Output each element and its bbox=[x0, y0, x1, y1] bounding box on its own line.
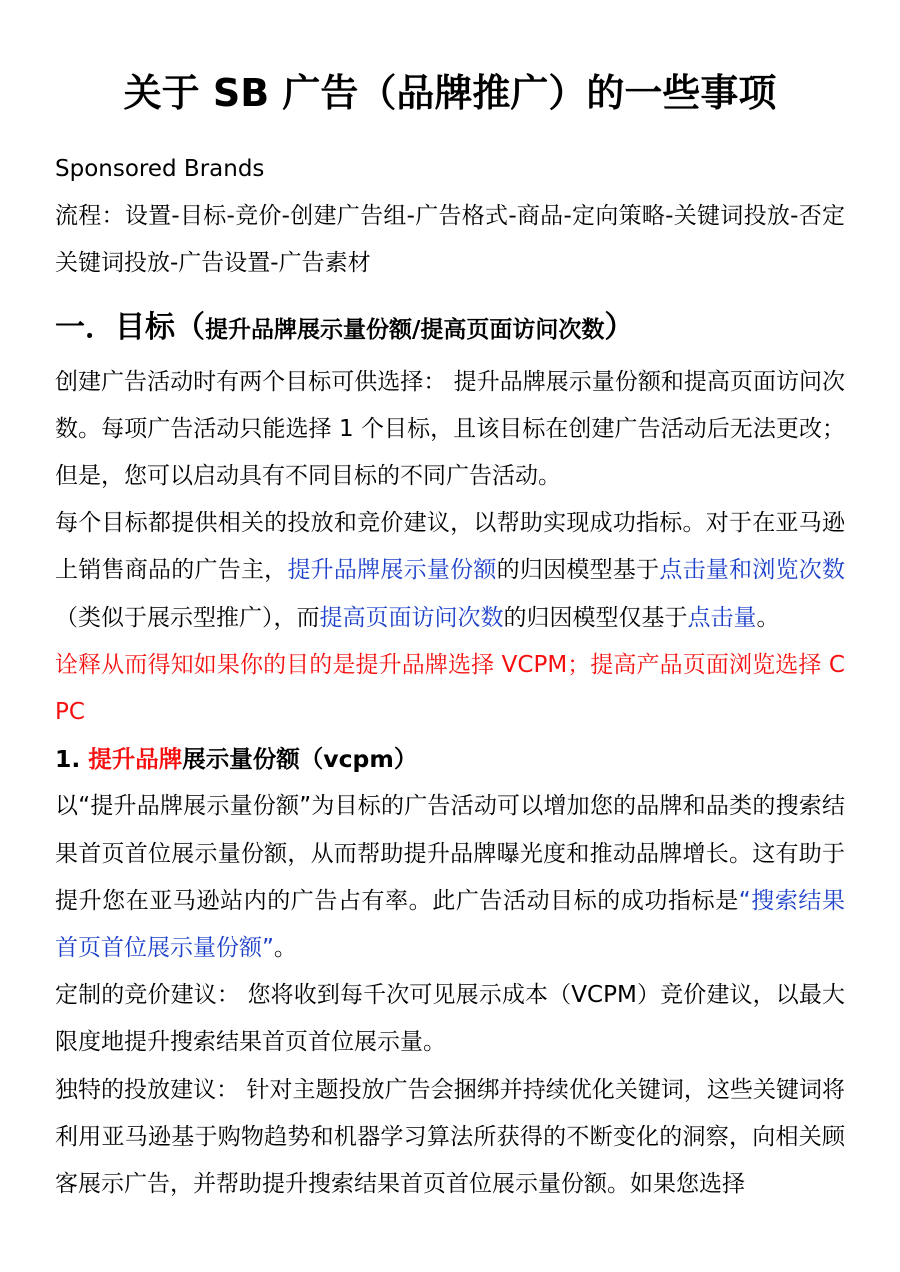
brand-share-paragraph bbox=[55, 783, 845, 972]
subsection-heading-rest: 展示量份额（vcpm） bbox=[182, 745, 418, 774]
subsection-heading bbox=[55, 736, 845, 783]
attribution-text: （类似于展示型推广），而 bbox=[55, 604, 320, 631]
section-heading-goals bbox=[55, 303, 845, 353]
brand-share-text-end: 。 bbox=[273, 935, 297, 962]
brand-share-text: 以“提升品牌展示量份额”为目标的广告活动可以增加您的品牌和品类的搜索结果首页首位展示量份额，从而帮助提升品牌曝光度和推动品牌增长。这有助于提升您在亚马逊站内的广告占有率。此广告活动目标的成功指标是 bbox=[55, 793, 845, 914]
highlight-clicks: 点击量 bbox=[687, 604, 757, 631]
highlight-clicks-views: 点击量和浏览次数 bbox=[659, 557, 846, 584]
bid-suggestion-paragraph: 定制的竞价建议： 您将收到每千次可见展示成本（VCPM）竞价建议，以最大限度地提升搜索结果首页首位展示量。 bbox=[55, 982, 845, 1056]
section-heading-main: 一．目标（ bbox=[55, 309, 205, 345]
attribution-text: 的归因模型仅基于 bbox=[503, 604, 688, 631]
targeting-suggestion-paragraph: 独特的投放建议： 针对主题投放广告会捆绑并持续优化关键词，这些关键词将利用亚马逊基于购物趋势和机器学习算法所获得的不断变化的洞察，向相关顾客展示广告，并帮助提升搜索结果首页首位展示量份额。如果您选择 bbox=[55, 1076, 845, 1198]
red-note: 诠释从而得知如果你的目的是提升品牌选择 VCPM；提高产品页面浏览选择 CPC bbox=[55, 651, 845, 726]
attribution-paragraph bbox=[55, 500, 845, 642]
highlight-brand-share: 提升品牌展示量份额 bbox=[287, 557, 497, 584]
section-heading-close: ） bbox=[604, 309, 635, 345]
attribution-text: 的归因模型基于 bbox=[496, 557, 660, 584]
subsection-heading-highlight: 提升品牌 bbox=[88, 745, 183, 774]
product-name: Sponsored Brands bbox=[55, 156, 265, 182]
process-flow: 流程：设置-目标-竞价-创建广告组-广告格式-商品-定向策略-关键词投放-否定关键词投放-广告设置-广告素材 bbox=[55, 203, 845, 277]
document-title: 关于 SB 广告（品牌推广）的一些事项 bbox=[123, 71, 777, 115]
highlight-page-visits: 提高页面访问次数 bbox=[319, 604, 504, 631]
attribution-text: 每个目标都提供相关的投放和竞价建议，以帮助实现成功指标。对于在亚马逊上销售商品的广告主， bbox=[55, 510, 845, 584]
document-body bbox=[0, 146, 900, 1208]
section-heading-sub: 提升品牌展示量份额/提高页面访问次数 bbox=[205, 316, 605, 343]
subsection-number: 1. bbox=[55, 745, 81, 774]
attribution-text: 。 bbox=[756, 604, 780, 631]
highlight-success-metric: “搜索结果首页首位展示量份额” bbox=[55, 887, 845, 962]
goals-paragraph: 创建广告活动时有两个目标可供选择： 提升品牌展示量份额和提高页面访问次数。每项广告活动只能选择 1 个目标，且该目标在创建广告活动后无法更改；但是，您可以启动具有不同目标的不同广告活动。 bbox=[55, 368, 845, 490]
